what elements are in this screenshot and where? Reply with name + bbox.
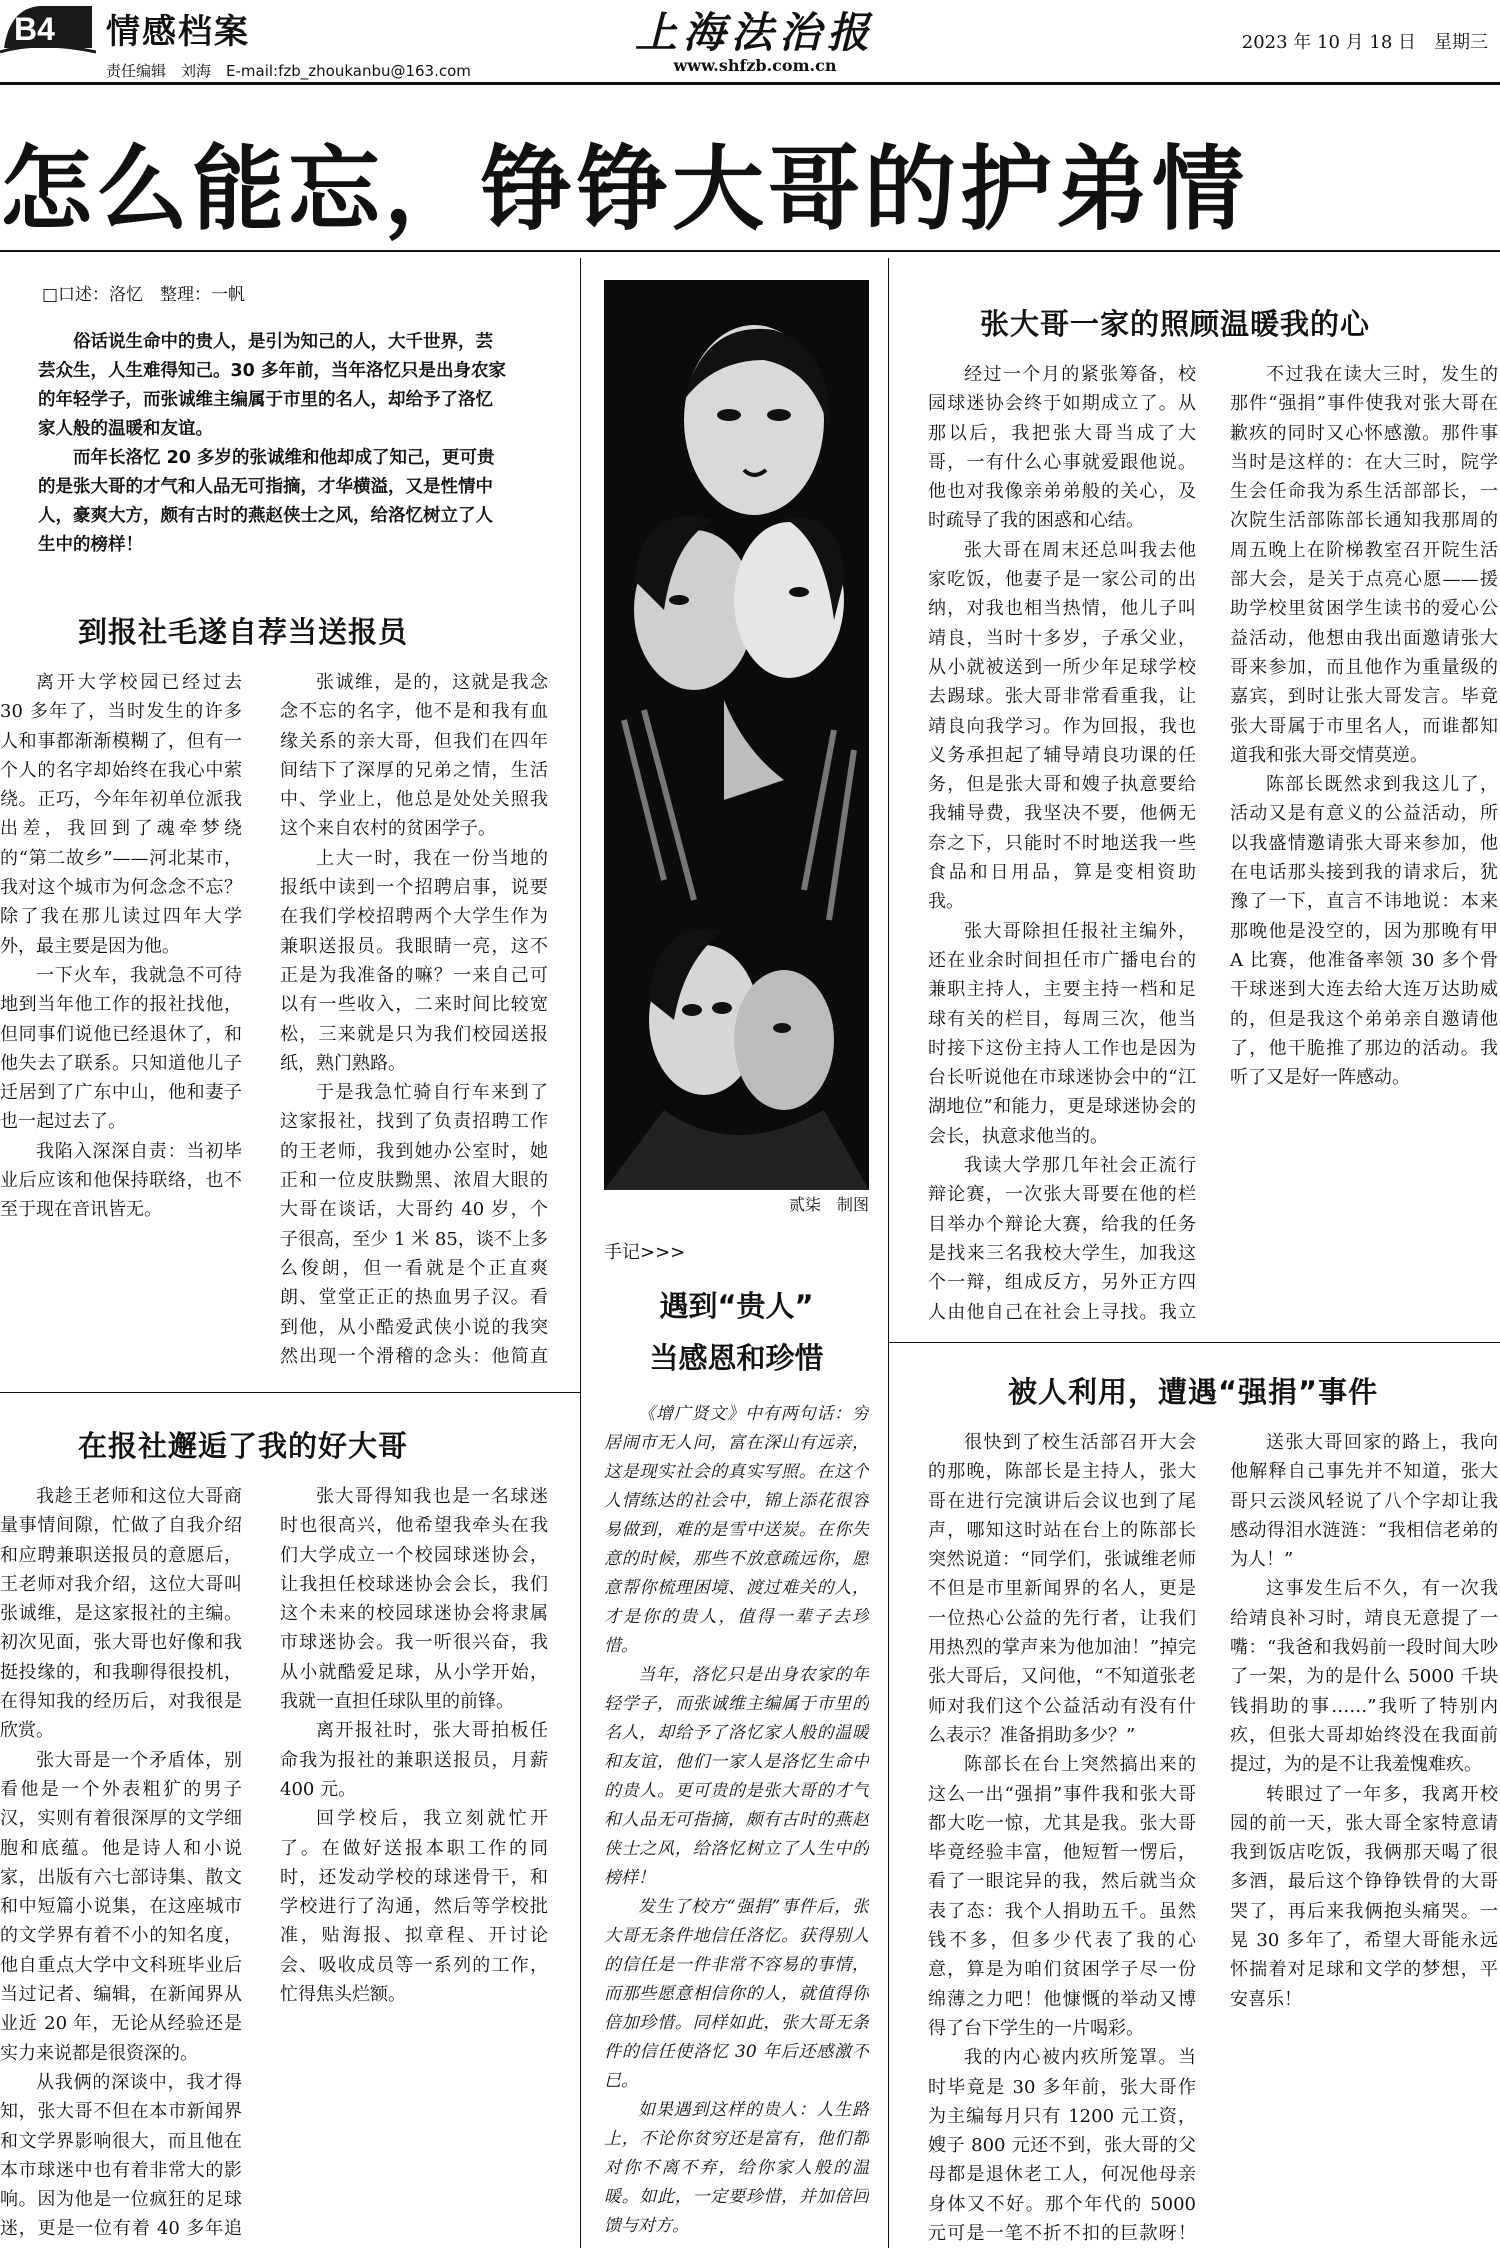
paragraph: 我陷入深深自责：当初毕业后应该和他保持联络，也不至于现在音讯皆无。 <box>0 1140 242 1221</box>
paragraph: 陈部长在台上突然搞出来的这么一出“强捐”事件我和张大哥都大吃一惊，尤其是我。张大哥毕竟经验丰富，他短暂一愣后，看了一眼诧异的我，然后就当众表了态：我个人捐助五千。虽然钱不多，但多少代表了我的心意，算是为咱们贫困学子尽一份绵薄之力吧！他慷慨的举动又博得了台下学生的一片喝彩。 <box>928 1754 1196 2039</box>
page-number: B4 <box>14 11 55 47</box>
section-heading: 张大哥一家的照顾温暖我的心 <box>980 307 1371 341</box>
notes-paragraph: 发生了校方“强捐”事件后，张大哥无条件地信任洛忆。获得别人的信任是一件非常不容易的事情，而那些愿意相信你的人，就值得你倍加珍惜。同样如此，张大哥无条件的信任使洛忆 30 年后还感激不已。 <box>604 1897 869 2091</box>
paragraph: 不过我在读大三时，发生的那件“强捐”事件使我对张大哥在歉疚的同时又心怀感激。那件事当时是这样的：在大三时，院学生会任命我为系生活部部长，一次院生活部陈部长通知我那周的周五晚上在阶梯教室召开院生活部大会，是关于点亮心愿——援助学校里贫困学生读书的爱心公益活动，他想由我出面邀请张大哥来参加，而且他作为重量级的嘉宾，到时让张大哥发言。毕竟张大哥属于市里名人，而谁都知道我和张大哥交情莫逆。 <box>1230 364 1498 766</box>
section-heading: 在报社邂逅了我的好大哥 <box>78 1429 409 1463</box>
issue-date: 2023 年 10 月 18 日 星期三 <box>1241 32 1488 53</box>
intro-paragraph: 而年长洛忆 20 多岁的张诚维和他却成了知己，更可贵的是张大哥的才气和人品无可指摘，才华横溢，又是性情中人，豪爽大方，颇有古时的燕赵侠士之风，给洛忆树立了人生中的榜样！ <box>38 448 495 555</box>
paragraph: 张大哥除担任报社主编外，还在业余时间担任市广播电台的兼职主持人，主要主持一档和足球有关的栏目，每周三次，他当时接下这份主持人工作也是因为台长听说他在市球迷协会中的“江湖地位”和能力，更是球迷协会的会长，执意求他当的。 <box>928 920 1196 1147</box>
section-1-column-1 <box>0 668 242 1374</box>
page-number-badge <box>0 2 96 54</box>
paragraph: 张诚维，是的，这就是我念念不忘的名字，他不是和我有血缘关系的亲大哥，但我们在四年间结下了深厚的兄弟之情，生活中、学业上，他总是处处关照我这个来自农村的贫困学子。 <box>280 672 548 840</box>
masthead-rule <box>0 82 1500 85</box>
section-title: 情感档案 <box>106 12 250 52</box>
notes-title-line2: 当感恩和珍惜 <box>649 1341 824 1375</box>
headline-rule <box>0 250 1500 252</box>
section-3-column-2 <box>1230 360 1498 1330</box>
notes-paragraph: 当年，洛忆只是出身农家的年轻学子，而张诚维主编属于市里的名人，却给予了洛忆家人般的温暖和友谊，他们一家人是洛忆生命中的贵人。更可贵的是张大哥的才气和人品无可指摘，颇有古时的燕赵侠士之风，给洛忆树立了人生中的榜样！ <box>604 1665 869 1888</box>
paragraph: 我趁王老师和这位大哥商量事情间隙，忙做了自我介绍和应聘兼职送报员的意愿后，王老师对我介绍，这位大哥叫张诚维，是这家报社的主编。初次见面，张大哥也好像和我挺投缘的，和我聊得很投机，在得知我的经历后，对我很是欣赏。 <box>0 1486 242 1742</box>
paragraph: 张大哥是一个矛盾体，别看他是一个外表粗犷的男子汉，实则有着很深厚的文学细胞和底蕴。他是诗人和小说家，出版有六七部诗集、散文和中短篇小说集，在这座城市的文学界有着不小的知名度，他自重点大学中文科班毕业后当过记者、编辑，在新闻界从业近 20 年，无论从经验还是实力来说都是很资深的。 <box>0 1749 242 2064</box>
article-headline: 怎么能忘，铮铮大哥的护弟情 <box>0 136 1249 243</box>
paragraph: 经过一个月的紧张筹备，校园球迷协会终于如期成立了。从那以后，我把张大哥当成了大哥，一有什么心事就爱跟他说。他也对我像亲弟弟般的关心，及时疏导了我的困惑和心结。 <box>928 364 1196 532</box>
paragraph: 转眼过了一年多，我离开校园的前一天，张大哥全家特意请我到饭店吃饭，我俩那天喝了很多酒，最后这个铮铮铁骨的大哥哭了，再后来我俩抱头痛哭。一晃 30 多年了，希望大哥能永远怀揣着对足球和文学的梦想，平安喜乐！ <box>1230 1783 1498 2010</box>
section-divider <box>888 1342 1500 1343</box>
paragraph: 送张大哥回家的路上，我向他解释自己事先并不知道，张大哥只云淡风轻说了八个字却让我感动得泪水涟涟：“我相信老弟的为人！” <box>1230 1432 1498 1571</box>
section-4-column-1 <box>928 1428 1196 2244</box>
byline: □口述：洛忆 整理：一帆 <box>42 285 246 305</box>
article-intro <box>38 328 508 560</box>
notes-paragraph: 《增广贤文》中有两句话：穷居闹市无人问，富在深山有远亲，这是现实社会的真实写照。在这个人情练达的社会中，锦上添花很容易做到，难的是雪中送炭。在你失意的时候，那些不放意疏远你，愿意帮你梳理困境、渡过难关的人，才是你的贵人，值得一辈子去珍惜。 <box>604 1404 869 1656</box>
notes-paragraph: 如果遇到这样的贵人：人生路上，不论你贫穷还是富有，他们都对你不离不弃，给你家人般的温暖。如此，一定要珍惜，并加倍回馈与对方。 <box>604 2100 869 2236</box>
intro-paragraph: 俗话说生命中的贵人，是引为知己的人，大千世界，芸芸众生，人生难得知己。30 多年前，当年洛忆只是出身农家的年轻学子，而张诚维主编属于市里的名人，却给予了洛忆家人般的温暖和友谊。 <box>38 332 506 439</box>
section-heading: 到报社毛遂自荐当送报员 <box>78 615 409 649</box>
paragraph: 从我俩的深谈中，我才得知，张大哥不但在本市新闻界和文学界影响很大，而且他在本市球迷中也有着非常大的影响。因为他是一位疯狂的足球迷，更是一位有着 40 多年追 <box>0 2071 242 2240</box>
notes-body <box>604 1400 869 2246</box>
illustration-credit: 贰柒 制图 <box>788 1195 869 1214</box>
paragraph: 离开大学校园已经过去 30 多年了，当时发生的许多人和事都渐渐模糊了，但有一个人的名字却始终在我心中萦绕。正巧，今年年初单位派我出差，我回到了魂牵梦绕的“第二故乡”——河北某市，我对这个城市为何念念不忘？除了我在那儿读过四年大学外，最主要是因为他。 <box>0 672 242 957</box>
paragraph: 陈部长既然求到我这儿了，活动又是有意义的公益活动，所以我盛情邀请张大哥来参加，他在电话那头接到我的请求后，犹豫了一下，直言不讳地说：本来那晚他是没空的，因为那晚有甲 A 比赛，他准备率领 30 多个骨干球迷到大连去给大连万达助威的，但是我这个弟弟亲自邀请他了，他干脆推了那边的活动。我听了又是好一阵感动。 <box>1230 774 1498 1089</box>
paragraph: 这事发生后不久，有一次我给靖良补习时，靖良无意提了一嘴：“我爸和我妈前一段时间大吵了一架，为的是什么 5000 千块钱捐助的事……”我听了特别内疚，但张大哥却始终没在我面前提过，为的是不让我羞愧难疚。 <box>1230 1578 1498 1776</box>
paragraph: 我的内心被内疚所笼罩。当时毕竟是 30 多年前，张大哥作为主编每月只有 1200 元工资，嫂子 800 元还不到，张大哥的父母都是退休老工人，何况他母亲身体又不好。那个年代的 5000 元可是一笔不折不扣的巨款呀！ <box>928 2047 1196 2244</box>
paragraph: 我读大学那几年社会正流行辩论赛，一次张大哥要在他的栏目举办个辩论大赛，给我的任务是找来三名我校大学生，加我这个一辩，组成反方，另外正方四人由他自己在社会上寻找。我立 <box>928 1155 1196 1323</box>
paragraph: 于是我急忙骑自行车来到了这家报社，找到了负责招聘工作的王老师，我到她办公室时，她正和一位皮肤黝黑、浓眉大眼的大哥在谈话，大哥约 40 岁，个子很高，至少 1 米 85，谈不上多么俊朗，但一看就是个正直爽朗、堂堂正正的热血男子汉。看到他，从小酷爱武侠小说的我突然出现一个滑稽的念头：他简直 <box>280 1082 548 1367</box>
section-3-column-1 <box>928 360 1196 1330</box>
column-rule <box>888 258 889 2248</box>
section-2-column-1 <box>0 1482 242 2244</box>
notes-title-line1: 遇到“贵人” <box>659 1289 814 1323</box>
section-heading: 被人利用，遭遇“强捐”事件 <box>1008 1375 1379 1409</box>
column-rule <box>580 258 581 2248</box>
paragraph: 离开报社时，张大哥拍板任命我为报社的兼职送报员，月薪 400 元。 <box>280 1720 548 1800</box>
newspaper-url[interactable]: www.shfzb.com.cn <box>673 56 837 75</box>
illustration-art <box>604 280 869 1190</box>
newspaper-logo: 上海法治报 <box>634 8 875 57</box>
paragraph: 张大哥在周末还总叫我去他家吃饭，他妻子是一家公司的出纳，对我也相当热情，他儿子叫靖良，当时十多岁，子承父业，从小就被送到一所少年足球学校去踢球。张大哥非常看重我，让靖良向我学习。作为回报，我也义务承担起了辅导靖良功课的任务，但是张大哥和嫂子执意要给我辅导费，我坚决不要，他俩无奈之下，只能时不时地送我一些食品和日用品，算是变相资助我。 <box>928 539 1196 913</box>
section-divider <box>0 1392 580 1393</box>
notes-label: 手记>>> <box>604 1242 686 1263</box>
paragraph: 上大一时，我在一份当地的报纸中读到一个招聘启事，说要在我们学校招聘两个大学生作为兼职送报员。我眼睛一亮，这不正是为我准备的嘛？一来自己可以有一些收入，二来时间比较宽松，三来就是只为我们校园送报纸，熟门熟路。 <box>280 847 548 1074</box>
section-2-column-2 <box>280 1482 548 2244</box>
editor-info: 责任编辑 刘海 E-mail:fzb_zhoukanbu@163.com <box>106 62 471 80</box>
section-4-column-2 <box>1230 1428 1498 2244</box>
section-1-column-2 <box>280 668 548 1374</box>
paragraph: 张大哥得知我也是一名球迷时也很高兴，他希望我牵头在我们大学成立一个校园球迷协会，让我担任校球迷协会会长，我们这个未来的校园球迷协会将隶属市球迷协会。我一听很兴奋，我从小就酷爱足球，从小学开始，我就一直担任球队里的前锋。 <box>280 1486 548 1713</box>
illustration <box>604 280 869 1190</box>
paragraph: 回学校后，我立刻就忙开了。在做好送报本职工作的同时，还发动学校的球迷骨干，和学校进行了沟通，然后等学校批准，贴海报、拟章程、开讨论会、吸收成员等一系列的工作，忙得焦头烂额。 <box>280 1808 548 2006</box>
paragraph: 一下火车，我就急不可待地到当年他工作的报社找他，但同事们说他已经退休了，和他失去了联系。只知道他儿子迁居到了广东中山，他和妻子也一起过去了。 <box>0 964 242 1133</box>
paragraph: 很快到了校生活部召开大会的那晚，陈部长是主持人，张大哥在进行完演讲后会议也到了尾声，哪知这时站在台上的陈部长突然说道：“同学们，张诚维老师不但是市里新闻界的名人，更是一位热心公益的先行者，让我们用热烈的掌声来为他加油！”掉完张大哥后，又问他，“不知道张老师对我们这个公益活动有没有什么表示？准备捐助多少？” <box>928 1432 1196 1746</box>
